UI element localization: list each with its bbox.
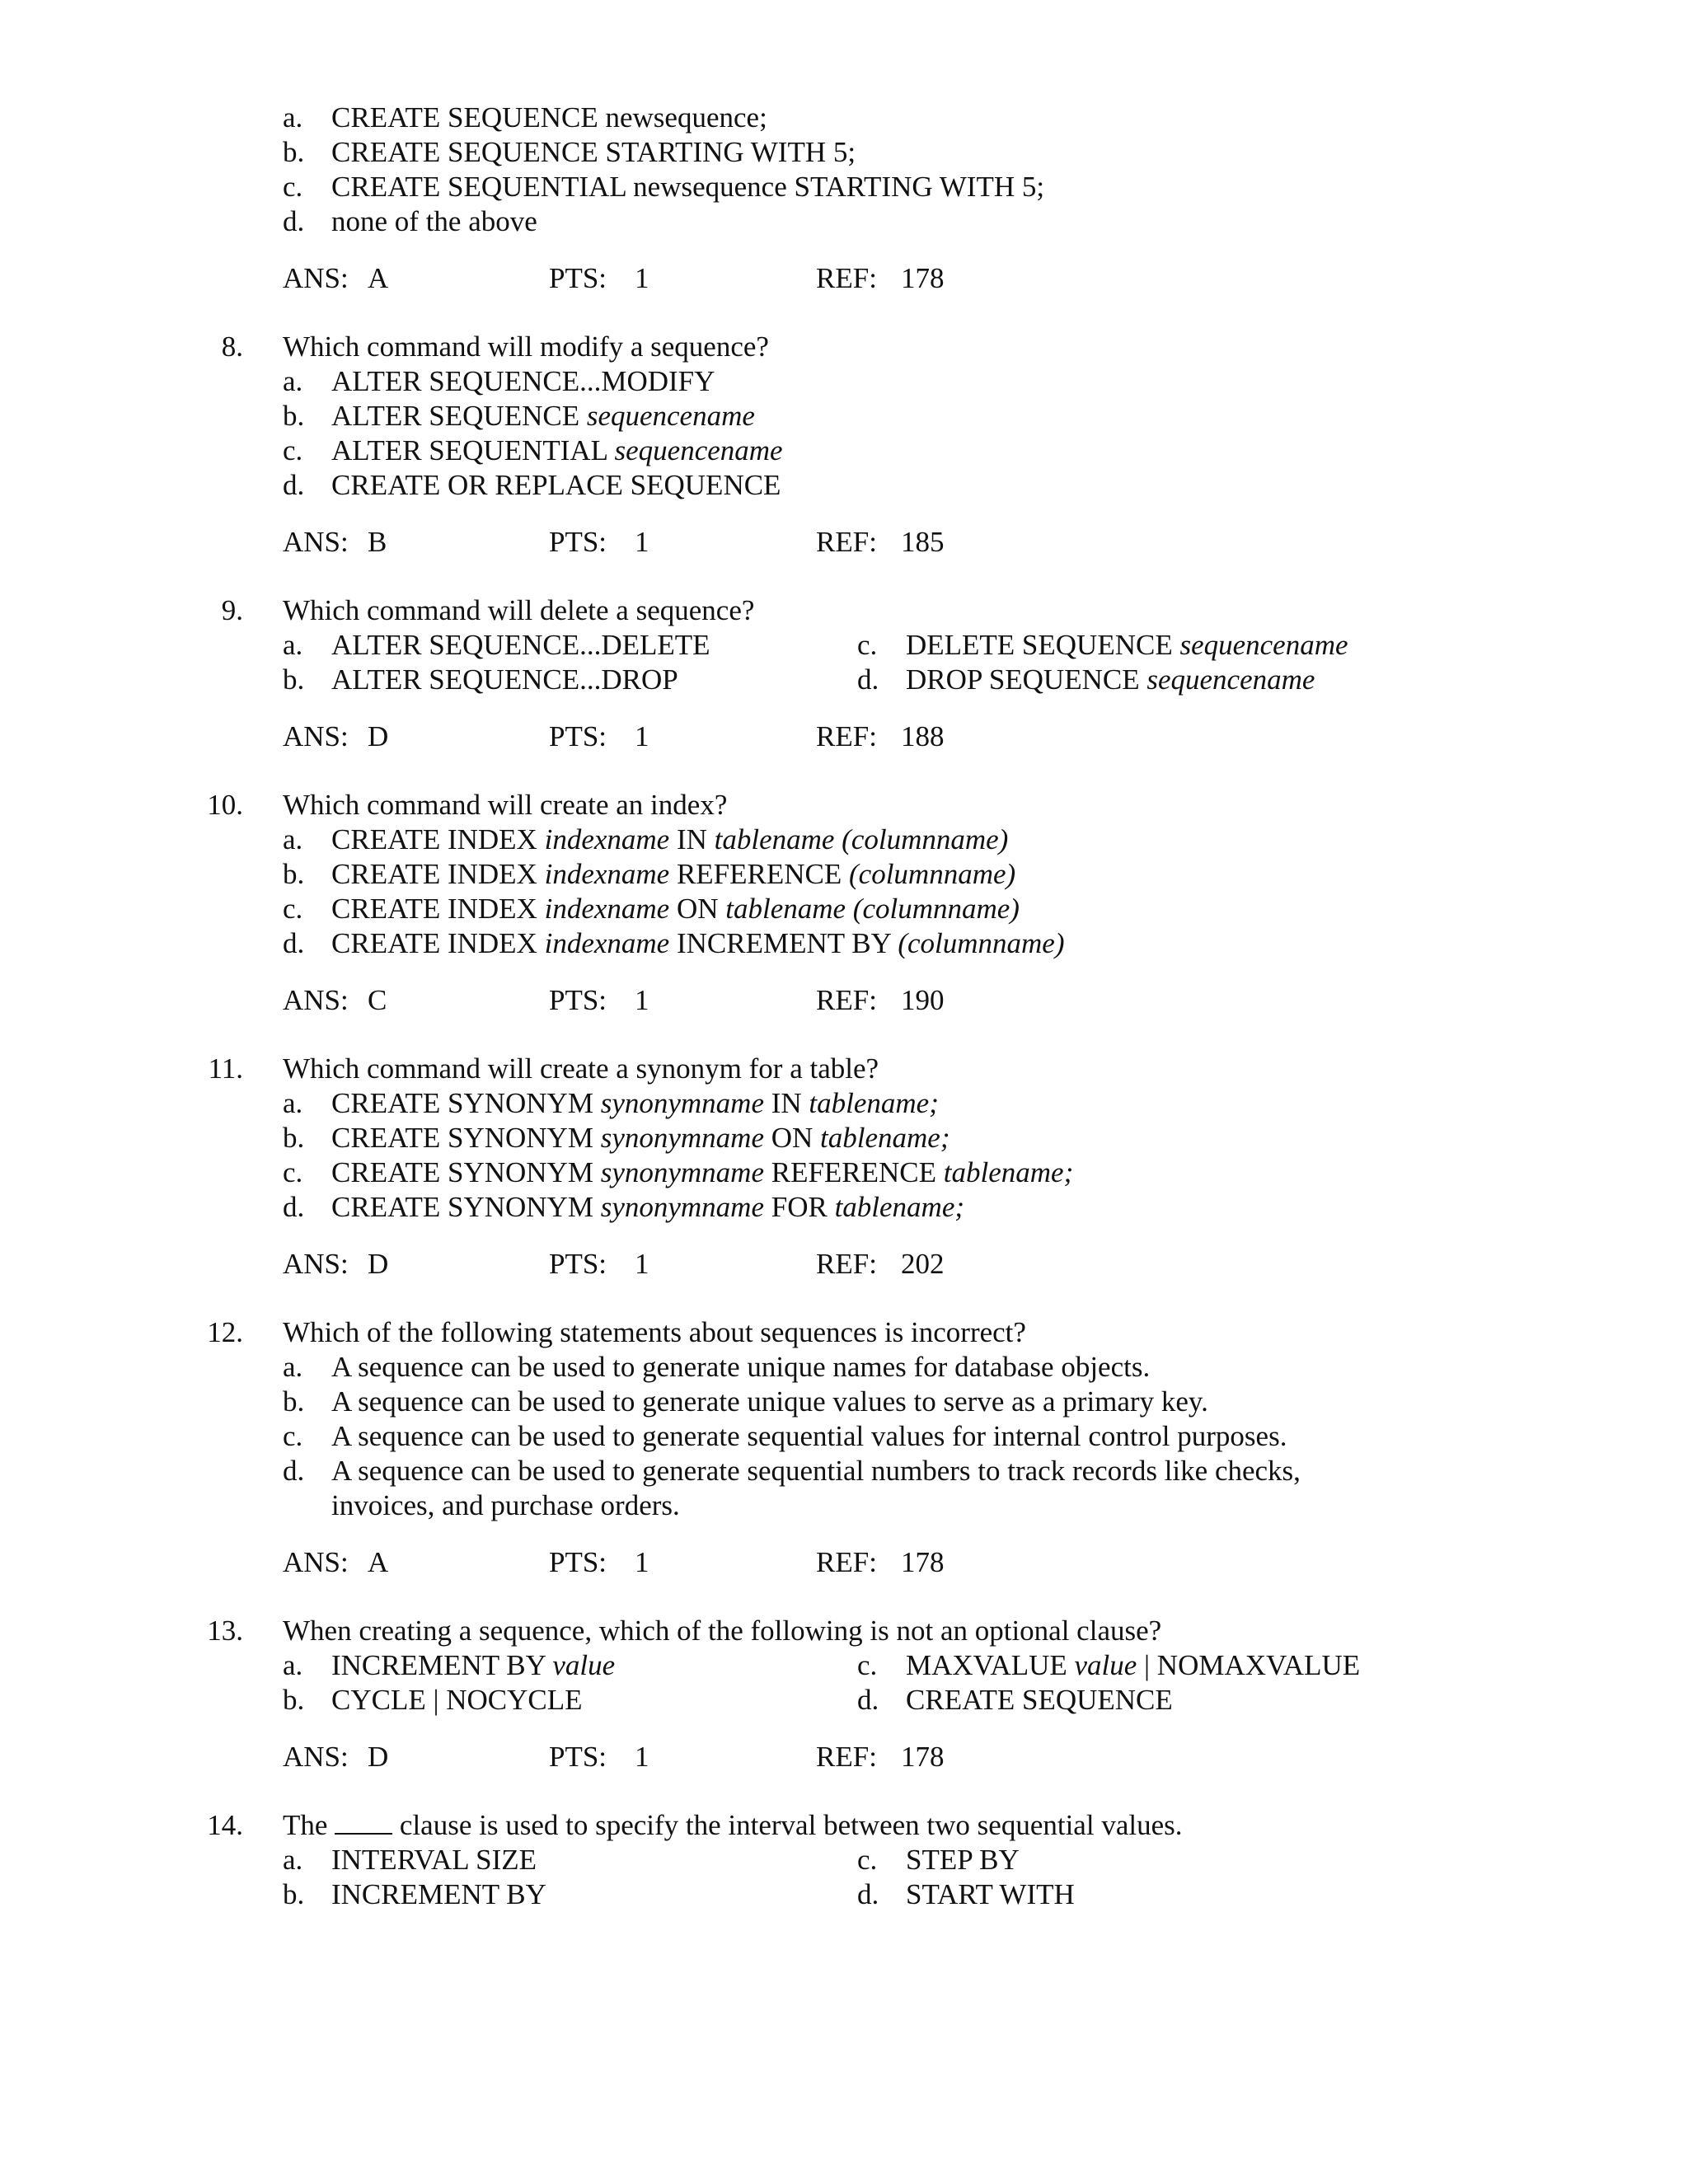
pts-value: 1 bbox=[635, 1248, 649, 1280]
option-letter: d. bbox=[857, 1878, 879, 1910]
question-text: When creating a sequence, which of the following is not an optional clause? bbox=[283, 1615, 1162, 1647]
option-letter: a. bbox=[283, 823, 303, 855]
option-text: A sequence can be used to generate unique values to serve as a primary key. bbox=[331, 1385, 1208, 1418]
option-text: DELETE SEQUENCE sequencename bbox=[906, 629, 1348, 661]
option-letter: a. bbox=[283, 101, 303, 134]
question-text: Which command will delete a sequence? bbox=[283, 594, 755, 626]
ref-value: 188 bbox=[901, 720, 945, 752]
pts-label: PTS: bbox=[549, 526, 607, 558]
pts-label: PTS: bbox=[549, 1741, 607, 1773]
option-letter: c. bbox=[283, 1420, 303, 1452]
question-number: 10. bbox=[207, 789, 243, 821]
option-letter: c. bbox=[857, 629, 878, 661]
option-text: CREATE INDEX indexname ON tablename (columnname) bbox=[331, 893, 1020, 925]
ans-label: ANS: bbox=[283, 984, 349, 1016]
pts-value: 1 bbox=[635, 526, 649, 558]
option-text: A sequence can be used to generate unique names for database objects. bbox=[331, 1351, 1151, 1383]
pts-label: PTS: bbox=[549, 262, 607, 294]
option-text: CREATE SYNONYM synonymname IN tablename; bbox=[331, 1087, 939, 1119]
option-letter: d. bbox=[857, 663, 879, 696]
ans-value: C bbox=[368, 984, 387, 1016]
ans-value: A bbox=[368, 262, 389, 294]
option-letter: d. bbox=[283, 205, 305, 237]
ref-value: 178 bbox=[901, 1741, 945, 1773]
question-text: The clause is used to specify the interval between two sequential values. bbox=[283, 1809, 1183, 1841]
option-letter: a. bbox=[283, 1844, 303, 1876]
ans-value: D bbox=[368, 1248, 389, 1280]
ref-label: REF: bbox=[816, 1546, 877, 1578]
option-text: CREATE SYNONYM synonymname ON tablename; bbox=[331, 1122, 950, 1154]
option-letter: b. bbox=[283, 1878, 305, 1910]
pts-value: 1 bbox=[635, 262, 649, 294]
ref-label: REF: bbox=[816, 526, 877, 558]
option-letter: d. bbox=[283, 469, 305, 501]
option-letter: a. bbox=[283, 1351, 303, 1383]
ref-value: 178 bbox=[901, 262, 945, 294]
option-text: START WITH bbox=[906, 1878, 1075, 1910]
option-letter: c. bbox=[857, 1844, 878, 1876]
option-text: ALTER SEQUENCE sequencename bbox=[331, 400, 755, 432]
ref-value: 178 bbox=[901, 1546, 945, 1578]
option-text: CREATE SYNONYM synonymname REFERENCE tablename; bbox=[331, 1156, 1074, 1188]
pts-label: PTS: bbox=[549, 1546, 607, 1578]
option-letter: b. bbox=[283, 663, 305, 696]
ans-label: ANS: bbox=[283, 720, 349, 752]
option-text: CREATE SEQUENTIAL newsequence STARTING WITH 5; bbox=[331, 171, 1045, 203]
option-text-continued: invoices, and purchase orders. bbox=[331, 1489, 680, 1521]
option-letter: a. bbox=[283, 629, 303, 661]
option-text: CREATE SEQUENCE STARTING WITH 5; bbox=[331, 136, 856, 168]
option-text: CREATE SEQUENCE bbox=[906, 1684, 1173, 1716]
question-number: 12. bbox=[207, 1316, 243, 1348]
option-text: MAXVALUE value | NOMAXVALUE bbox=[906, 1649, 1361, 1681]
ref-label: REF: bbox=[816, 262, 877, 294]
question-number: 11. bbox=[208, 1052, 243, 1085]
option-text: ALTER SEQUENCE...MODIFY bbox=[331, 365, 715, 397]
option-text: ALTER SEQUENCE...DROP bbox=[331, 663, 678, 696]
ref-label: REF: bbox=[816, 720, 877, 752]
option-letter: d. bbox=[283, 1455, 305, 1487]
question-number: 8. bbox=[221, 330, 243, 363]
ans-value: B bbox=[368, 526, 387, 558]
option-letter: c. bbox=[283, 1156, 303, 1188]
question-number: 9. bbox=[221, 594, 243, 626]
question-text: Which command will modify a sequence? bbox=[283, 330, 769, 363]
ref-value: 190 bbox=[901, 984, 945, 1016]
option-letter: d. bbox=[283, 1191, 305, 1223]
option-letter: b. bbox=[283, 1122, 305, 1154]
ans-value: D bbox=[368, 720, 389, 752]
ans-label: ANS: bbox=[283, 262, 349, 294]
option-text: A sequence can be used to generate sequential numbers to track records like checks, bbox=[331, 1455, 1301, 1487]
option-letter: c. bbox=[283, 434, 303, 466]
option-text: INTERVAL SIZE bbox=[331, 1844, 537, 1876]
option-text: ALTER SEQUENTIAL sequencename bbox=[331, 434, 783, 466]
option-letter: b. bbox=[283, 1385, 305, 1418]
ref-label: REF: bbox=[816, 1248, 877, 1280]
option-text: none of the above bbox=[331, 205, 537, 237]
question-number: 14. bbox=[207, 1809, 243, 1841]
ref-value: 202 bbox=[901, 1248, 945, 1280]
question-text: Which command will create a synonym for a table? bbox=[283, 1052, 879, 1085]
option-text: INCREMENT BY bbox=[331, 1878, 546, 1910]
option-letter: b. bbox=[283, 400, 305, 432]
pts-value: 1 bbox=[635, 720, 649, 752]
option-text: CREATE INDEX indexname INCREMENT BY (columnname) bbox=[331, 927, 1065, 959]
ref-value: 185 bbox=[901, 526, 945, 558]
pts-value: 1 bbox=[635, 1741, 649, 1773]
ans-label: ANS: bbox=[283, 526, 349, 558]
option-text: INCREMENT BY value bbox=[331, 1649, 616, 1681]
option-text: CREATE INDEX indexname REFERENCE (columnname) bbox=[331, 858, 1016, 890]
question-text: Which command will create an index? bbox=[283, 789, 728, 821]
option-text: STEP BY bbox=[906, 1844, 1020, 1876]
fill-in-blank bbox=[335, 1811, 392, 1835]
option-text: CYCLE | NOCYCLE bbox=[331, 1684, 583, 1716]
option-text: ALTER SEQUENCE...DELETE bbox=[331, 629, 710, 661]
option-text: CREATE SYNONYM synonymname FOR tablename; bbox=[331, 1191, 965, 1223]
option-letter: c. bbox=[857, 1649, 878, 1681]
option-text: CREATE SEQUENCE newsequence; bbox=[331, 101, 767, 134]
option-letter: c. bbox=[283, 893, 303, 925]
ref-label: REF: bbox=[816, 984, 877, 1016]
option-letter: b. bbox=[283, 1684, 305, 1716]
pts-value: 1 bbox=[635, 1546, 649, 1578]
option-letter: d. bbox=[283, 927, 305, 959]
option-letter: c. bbox=[283, 171, 303, 203]
option-letter: a. bbox=[283, 1087, 303, 1119]
option-text: A sequence can be used to generate sequential values for internal control purposes. bbox=[331, 1420, 1287, 1452]
question-text: Which of the following statements about sequences is incorrect? bbox=[283, 1316, 1026, 1348]
pts-value: 1 bbox=[635, 984, 649, 1016]
ans-label: ANS: bbox=[283, 1248, 349, 1280]
option-letter: d. bbox=[857, 1684, 879, 1716]
option-text: CREATE OR REPLACE SEQUENCE bbox=[331, 469, 781, 501]
option-text: DROP SEQUENCE sequencename bbox=[906, 663, 1315, 696]
question-number: 13. bbox=[207, 1615, 243, 1647]
ans-label: ANS: bbox=[283, 1741, 349, 1773]
ans-label: ANS: bbox=[283, 1546, 349, 1578]
option-text: CREATE INDEX indexname IN tablename (columnname) bbox=[331, 823, 1009, 855]
option-letter: a. bbox=[283, 1649, 303, 1681]
option-letter: a. bbox=[283, 365, 303, 397]
pts-label: PTS: bbox=[549, 1248, 607, 1280]
pts-label: PTS: bbox=[549, 984, 607, 1016]
option-letter: b. bbox=[283, 858, 305, 890]
ans-value: D bbox=[368, 1741, 389, 1773]
pts-label: PTS: bbox=[549, 720, 607, 752]
ans-value: A bbox=[368, 1546, 389, 1578]
option-letter: b. bbox=[283, 136, 305, 168]
ref-label: REF: bbox=[816, 1741, 877, 1773]
